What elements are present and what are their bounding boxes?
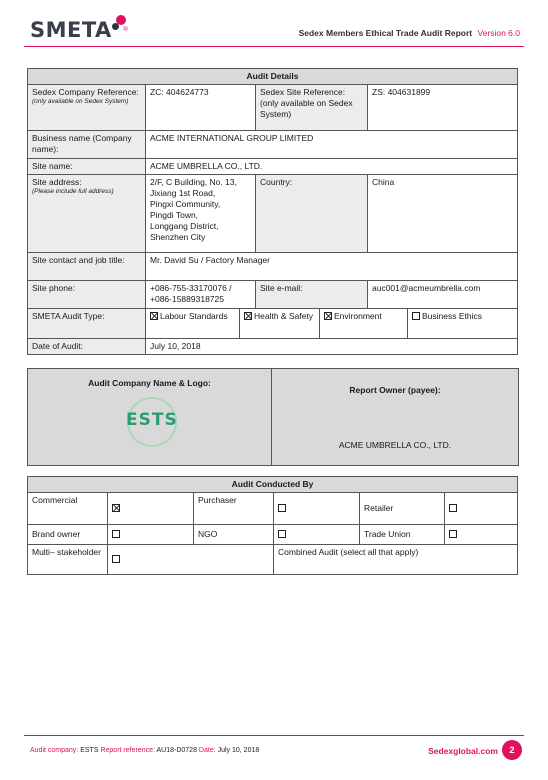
- site-address-value: [146, 175, 256, 253]
- site-ref-value: ZS: 404631899: [368, 85, 518, 131]
- checkbox-purchaser-icon[interactable]: [278, 504, 286, 512]
- commercial-check-cell: [108, 493, 194, 525]
- multi-stakeholder-check-cell: [108, 545, 274, 575]
- contact-value: Mr. David Su / Factory Manager: [146, 253, 518, 281]
- trade-union-label: Trade Union: [360, 525, 445, 545]
- trade-union-check-cell: [445, 525, 518, 545]
- audit-date-value: July 10, 2018: [146, 339, 518, 355]
- checkbox-brand-owner-icon[interactable]: [112, 530, 120, 538]
- audit-type-label-text: Business Ethics: [422, 311, 482, 321]
- logo-dot-icon: [112, 23, 119, 30]
- audit-type-label-text: Health & Safety: [254, 311, 314, 321]
- audit-type-label-text: Environment: [334, 311, 382, 321]
- report-owner-name: ACME UMBRELLA CO., LTD.: [338, 440, 452, 450]
- checkbox-trade-union-icon[interactable]: [449, 530, 457, 538]
- country-label: Country:: [256, 175, 368, 253]
- report-title: [299, 28, 520, 38]
- address-line: Shenzhen City: [150, 232, 206, 242]
- ests-logo: [123, 397, 183, 449]
- footer-date-label: Date:: [198, 747, 216, 754]
- site-ref-label: Sedex Site Reference: (only available on Sedex System): [256, 85, 368, 131]
- audit-type-options: [146, 309, 518, 339]
- checkbox-health-icon[interactable]: [244, 312, 252, 320]
- commercial-label: Commercial: [28, 493, 108, 525]
- multi-stakeholder-label: Multi– stakeholder: [28, 545, 108, 575]
- site-name-value: ACME UMBRELLA CO., LTD.: [146, 159, 518, 175]
- report-owner-title: Report Owner (payee):: [349, 385, 441, 395]
- purchaser-label: Purchaser: [194, 493, 274, 525]
- ngo-check-cell: [274, 525, 360, 545]
- address-line: 2/F, C Building, No. 13,: [150, 177, 237, 187]
- page-number-badge: 2: [502, 740, 522, 760]
- conducted-by-header: Audit Conducted By: [28, 477, 518, 493]
- report-owner-panel: [272, 369, 518, 465]
- audit-type-health: [240, 309, 320, 338]
- footer-info: [30, 747, 259, 754]
- company-ref-value: ZC: 404624773: [146, 85, 256, 131]
- retailer-label: Retailer: [360, 493, 445, 525]
- company-ref-note: (only available on Sedex System): [32, 98, 129, 105]
- audit-details-header: Audit Details: [28, 69, 518, 85]
- phone-line: +086-15889318725: [150, 294, 224, 304]
- retailer-check-cell: [445, 493, 518, 525]
- footer-report-ref-label: Report reference:: [100, 747, 155, 754]
- business-name-label: Business name (Company name):: [28, 131, 146, 159]
- checkbox-labour-icon[interactable]: [150, 312, 158, 320]
- site-address-label-text: Site address:: [32, 177, 82, 187]
- business-name-value: ACME INTERNATIONAL GROUP LIMITED: [146, 131, 518, 159]
- contact-label: Site contact and job title:: [28, 253, 146, 281]
- footer-date: July 10, 2018: [217, 747, 260, 754]
- address-line: Longgang District,: [150, 221, 219, 231]
- audit-details-table: [27, 68, 518, 355]
- footer-audit-company-label: Audit company:: [30, 747, 79, 754]
- smeta-logo-text: SMETA: [30, 18, 112, 42]
- smeta-logo: [30, 12, 130, 48]
- phone-line: +086-755-33170076 /: [150, 283, 232, 293]
- audit-type-label: SMETA Audit Type:: [28, 309, 146, 339]
- country-value: China: [368, 175, 518, 253]
- site-address-label: [28, 175, 146, 253]
- combined-audit-label: Combined Audit (select all that apply): [274, 545, 518, 575]
- ests-logo-text: ESTS: [126, 410, 178, 430]
- footer-divider: [24, 735, 524, 736]
- checkbox-multi-stakeholder-icon[interactable]: [112, 555, 120, 563]
- checkbox-ethics-icon[interactable]: [412, 312, 420, 320]
- address-line: Pingxi Community,: [150, 199, 221, 209]
- report-version: Version 6.0: [477, 28, 520, 38]
- footer-report-ref: AU18-D0728: [156, 747, 197, 754]
- footer-audit-company: ESTS: [80, 747, 99, 754]
- audit-type-ethics: [408, 309, 517, 338]
- site-address-note: (Please include full address): [32, 188, 114, 195]
- site-name-label: Site name:: [28, 159, 146, 175]
- footer-website-link[interactable]: Sedexglobal.com: [428, 746, 498, 756]
- brand-owner-label: Brand owner: [28, 525, 108, 545]
- ngo-label: NGO: [194, 525, 274, 545]
- audit-type-labour: [146, 309, 240, 338]
- audit-type-label-text: Labour Standards: [160, 311, 228, 321]
- logo-dot-icon: [123, 26, 128, 31]
- header-divider: [24, 46, 524, 47]
- address-line: Pingdi Town,: [150, 210, 199, 220]
- audit-company-panel: [28, 369, 272, 465]
- audit-type-environment: [320, 309, 408, 338]
- audit-date-label: Date of Audit:: [28, 339, 146, 355]
- phone-label: Site phone:: [28, 281, 146, 309]
- report-title-text: Sedex Members Ethical Trade Audit Report: [298, 28, 473, 38]
- company-ref-label-text: Sedex Company Reference:: [32, 87, 139, 97]
- audit-company-section: [27, 368, 519, 466]
- email-value: auc001@acmeumbrella.com: [368, 281, 518, 309]
- checkbox-environment-icon[interactable]: [324, 312, 332, 320]
- audit-company-title: Audit Company Name & Logo:: [88, 378, 211, 388]
- address-line: Jixiang 1st Road,: [150, 188, 216, 198]
- brand-owner-check-cell: [108, 525, 194, 545]
- company-ref-label: [28, 85, 146, 131]
- phone-value: [146, 281, 256, 309]
- checkbox-ngo-icon[interactable]: [278, 530, 286, 538]
- purchaser-check-cell: [274, 493, 360, 525]
- checkbox-retailer-icon[interactable]: [449, 504, 457, 512]
- email-label: Site e-mail:: [256, 281, 368, 309]
- checkbox-commercial-icon[interactable]: [112, 504, 120, 512]
- audit-conducted-by-table: [27, 476, 518, 575]
